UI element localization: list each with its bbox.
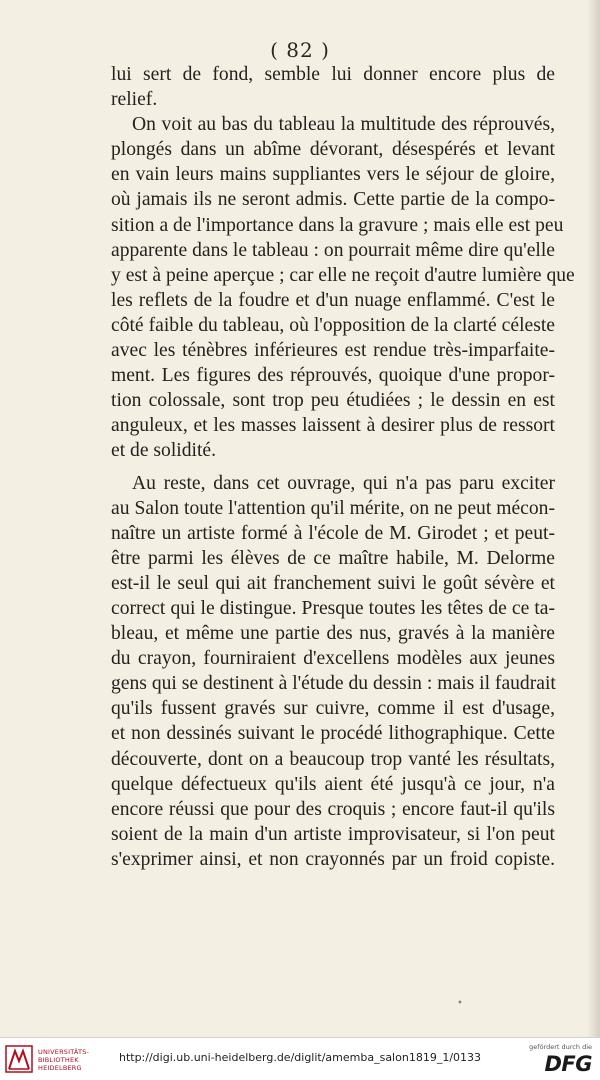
text-line: plongés dans un abîme dévorant, désespérés et levant — [111, 139, 555, 161]
institution-line: BIBLIOTHEK — [38, 1056, 79, 1064]
text-line: avec les ténèbres inférieures est rendue très-imparfaite- — [111, 340, 555, 362]
text-line: encore réussi que pour des croquis ; encore faut-il qu'ils — [111, 798, 555, 820]
permalink-url[interactable]: http://digi.ub.uni-heidelberg.de/diglit/amemba_salon1819_1/0133 — [118, 1051, 482, 1064]
text-line: gens qui se destinent à l'étude du dessin : mais il faudrait — [111, 673, 556, 695]
funder-note: gefördert durch die — [529, 1043, 592, 1051]
text-line: relief. — [111, 89, 158, 111]
text-line: quelque défectueux qu'ils aient été jusqu'à ce jour, n'a — [111, 773, 555, 795]
text-line: en vain leurs mains suppliantes vers le séjour de gloire, — [111, 164, 555, 186]
text-line: être parmi les élèves de ce maître habile, M. Delorme — [111, 547, 555, 569]
text-line: découverte, dont on a beaucoup trop vanté les résultats, — [111, 748, 555, 770]
text-line: sition a de l'importance dans la gravure ; mais elle est peu — [111, 214, 564, 236]
text-line: du crayon, fourniraient d'excellens modèles aux jeunes — [111, 648, 555, 670]
text-line: lui sert de fond, semble lui donner encore plus de — [111, 64, 555, 85]
text-line: Au reste, dans cet ouvrage, qui n'a pas paru exciter — [132, 472, 555, 494]
text-line: les reflets de la foudre et d'un nuage enflammé. C'est le — [111, 289, 555, 311]
text-line: apparente dans le tableau : on pourrait même dire qu'elle — [111, 239, 555, 261]
text-line: naître un artiste formé à l'école de M. Girodet ; et peut- — [111, 522, 555, 544]
text-line: bleau, et même une partie des nus, gravés à la manière — [111, 623, 555, 645]
text-line: y est à peine aperçue ; car elle ne reçoit d'autre lumière que — [111, 264, 575, 286]
text-line: qu'ils fussent gravés sur cuivre, comme il est d'usage, — [111, 698, 555, 720]
viewer-footer — [0, 1037, 600, 1080]
text-line: côté faible du tableau, où l'opposition de la clarté céleste — [111, 314, 555, 336]
text-line: On voit au bas du tableau la multitude des réprouvés, — [132, 114, 555, 136]
body-text — [111, 62, 575, 872]
text-line: au Salon toute l'attention qu'il mérite, on ne peut mécon- — [111, 497, 555, 519]
text-line: où jamais ils ne seront admis. Cette partie de la compo- — [111, 189, 555, 211]
institution-line: HEIDELBERG — [38, 1064, 82, 1072]
text-line: ment. Les figures des réprouvés, quoique d'une propor- — [111, 365, 555, 387]
text-line: tion colossale, sont trop peu étudiées ; le dessin en est — [111, 390, 555, 412]
text-line: et non dessinés suivant le procédé lithographique. Cette — [111, 723, 555, 745]
scan-speck: • — [457, 998, 463, 1009]
dfg-logo: DFG — [544, 1052, 592, 1076]
text-line: est-il le seul qui ait franchement suivi le goût sévère et — [111, 572, 555, 594]
text-line: correct qui le distingue. Presque toutes les têtes de ce ta- — [111, 597, 555, 619]
institution-line: UNIVERSITÄTS- — [38, 1048, 90, 1056]
text-line: et de solidité. — [111, 440, 217, 462]
text-line: s'exprimer ainsi, et non crayonnés par un froid copiste. — [111, 848, 555, 870]
text-line: anguleux, et les masses laissent à desirer plus de ressort — [111, 415, 555, 437]
page-number: ( 82 ) — [270, 38, 330, 62]
text-line: soient de la main d'un artiste improvisateur, si l'on peut — [111, 823, 555, 845]
paragraph-gap — [111, 464, 555, 471]
